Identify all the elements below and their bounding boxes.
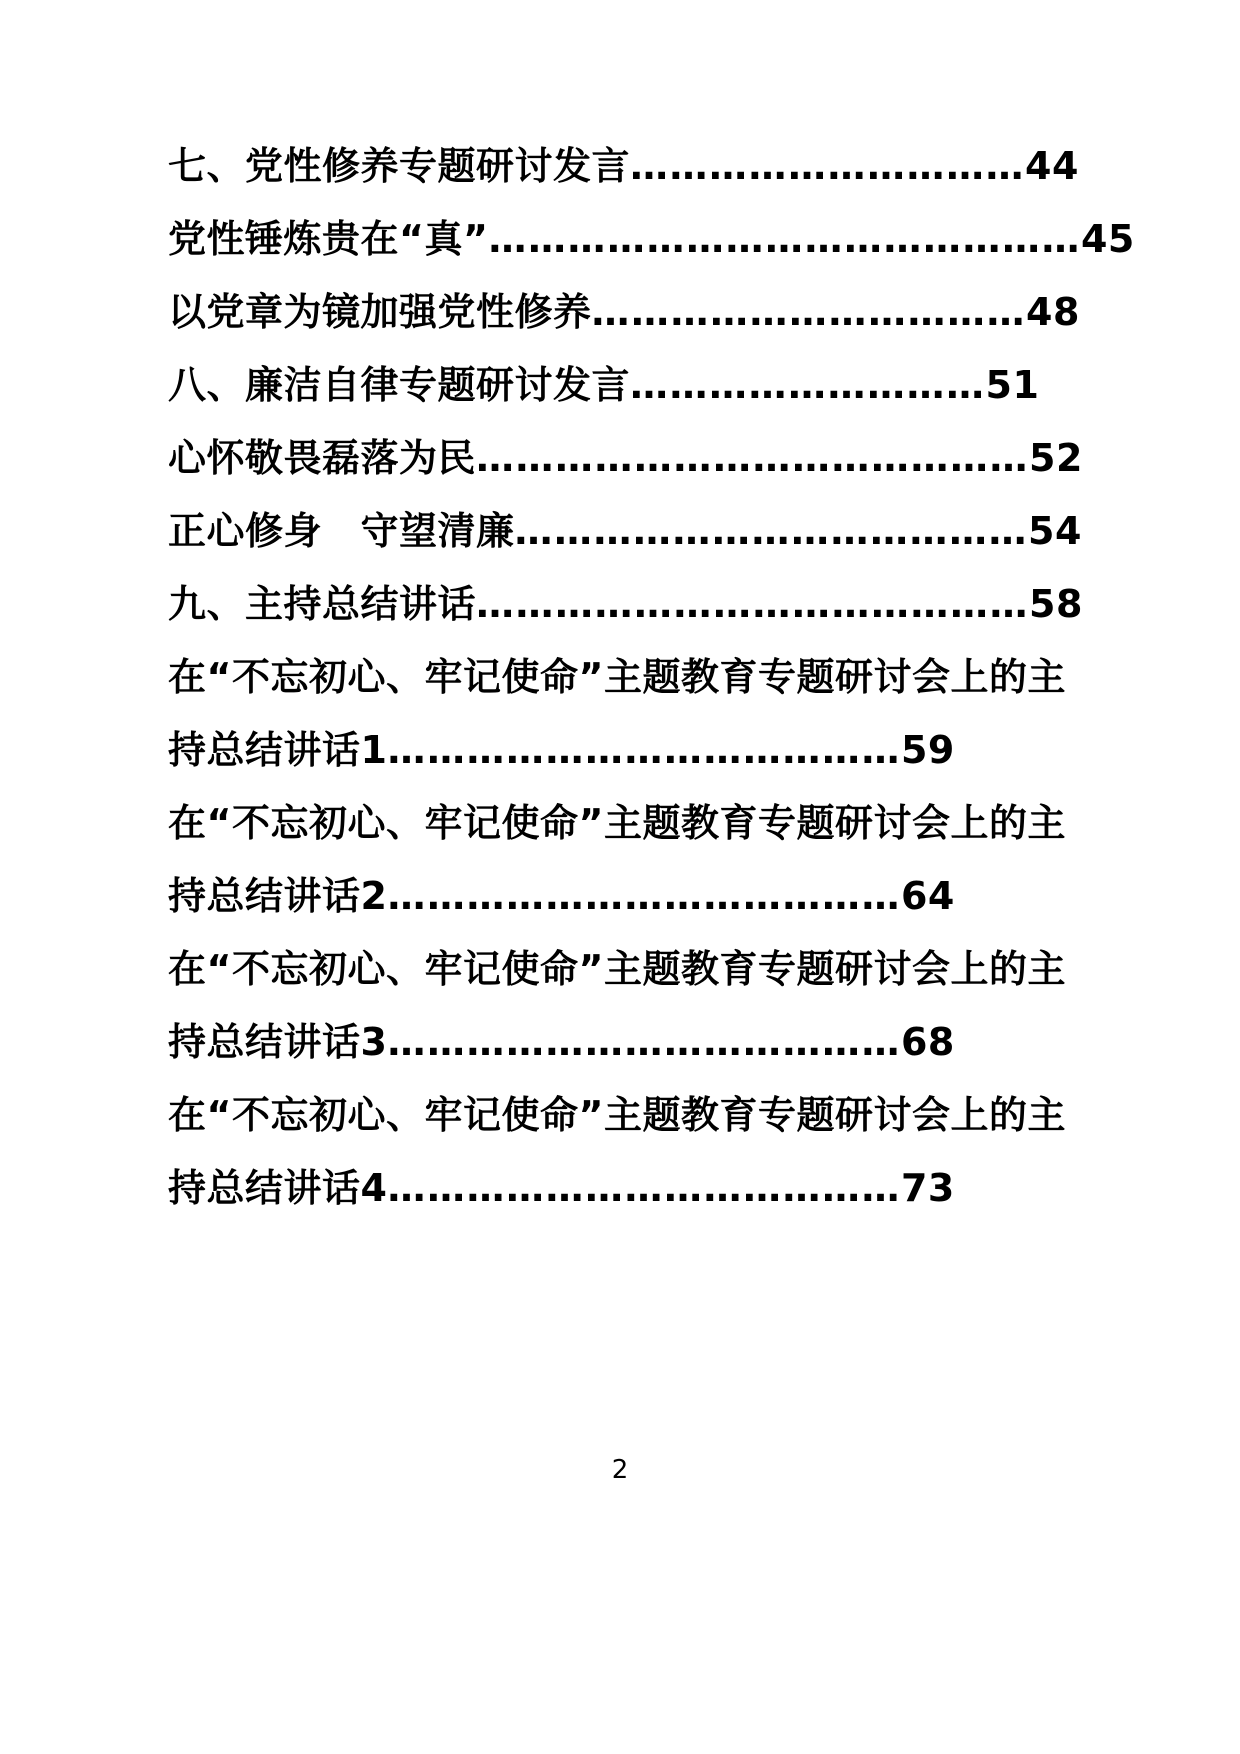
toc-entry-page: 48 [1026,290,1080,334]
toc-entry-title: 九、主持总结讲话 [168,582,477,626]
toc-entry-leader: ………………………………… [387,874,901,918]
toc-entry-page: 68 [900,1020,955,1064]
toc-entry[interactable] [168,787,1072,933]
toc-entry[interactable] [168,349,1072,422]
toc-entry[interactable] [168,933,1072,1079]
toc-entry-leader: ………………………………… [514,509,1029,553]
toc-entry-title: 在“不忘初心、牢记使命”主题教育专题研讨会上的主持总结讲话4 [168,1093,1066,1210]
toc-entry-title: 在“不忘初心、牢记使命”主题教育专题研讨会上的主持总结讲话1 [168,655,1066,772]
toc-entry-page: 45 [1080,217,1135,261]
toc-entry-title: 党性锤炼贵在“真” [168,217,489,261]
toc-entry[interactable] [168,568,1083,641]
toc-entry-leader: ………………………………… [387,728,901,772]
toc-entry-page: 52 [1029,436,1083,480]
toc-entry-leader: …………………………………… [476,436,1030,480]
toc-entry-title: 在“不忘初心、牢记使命”主题教育专题研讨会上的主持总结讲话2 [168,801,1066,918]
toc-entry-leader: ………………………………… [387,1166,901,1210]
toc-entry-page: 44 [1025,144,1079,188]
toc-entry-title: 八、廉洁自律专题研讨发言 [168,363,631,407]
toc-entry-title: 正心修身 守望清廉 [168,509,515,553]
toc-entry-page: 64 [900,874,955,918]
toc-entry-leader: ……………………………………… [488,217,1081,261]
toc-entry-leader: ………………………… [630,144,1026,188]
toc-entry[interactable] [168,641,1072,787]
table-of-contents [168,130,1135,1225]
toc-entry-page: 51 [985,363,1040,407]
toc-entry[interactable] [168,276,1080,349]
toc-entry-leader: …………………………………… [476,582,1030,626]
toc-entry-leader: ……………………… [630,363,986,407]
toc-entry-page: 73 [900,1166,955,1210]
page-number: 2 [611,1455,629,1485]
toc-entry-title: 以党章为镜加强党性修养 [168,290,592,334]
toc-entry-leader: …………………………… [591,290,1027,334]
toc-entry[interactable] [168,203,1135,276]
toc-entry-page: 54 [1028,509,1082,553]
toc-entry-title: 心怀敬畏磊落为民 [168,436,477,480]
toc-entry[interactable] [168,422,1083,495]
toc-entry-page: 58 [1029,582,1083,626]
toc-entry[interactable] [168,130,1079,203]
toc-entry-title: 七、党性修养专题研讨发言 [168,144,631,188]
toc-entry-leader: ………………………………… [387,1020,901,1064]
toc-entry-title: 在“不忘初心、牢记使命”主题教育专题研讨会上的主持总结讲话3 [168,947,1066,1064]
toc-entry[interactable] [168,1079,1072,1225]
toc-entry[interactable] [168,495,1082,568]
toc-entry-page: 59 [900,728,955,772]
